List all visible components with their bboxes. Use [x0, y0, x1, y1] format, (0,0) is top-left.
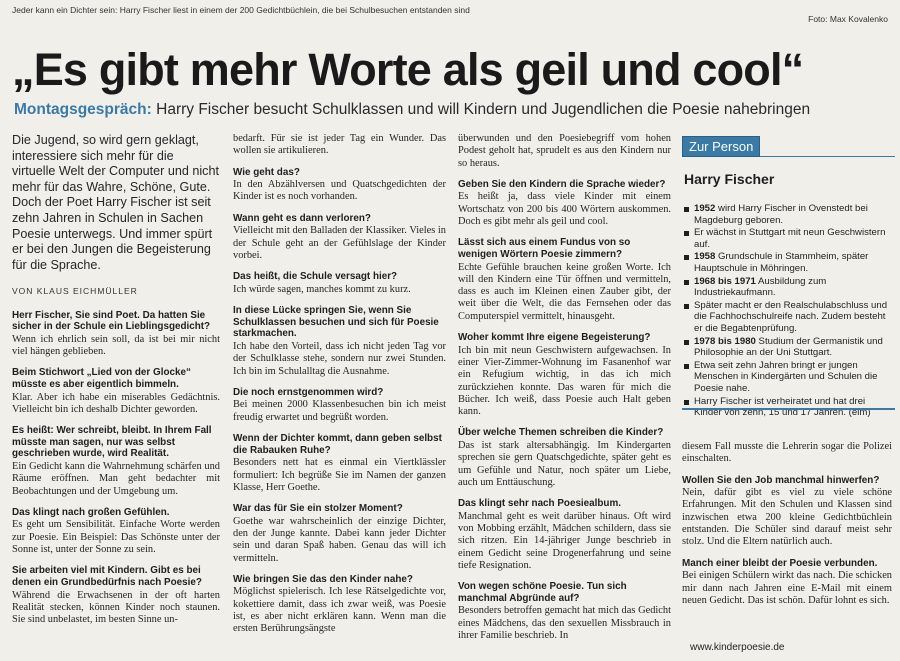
question: Wollen Sie den Job manchmal hinwerfen? [682, 474, 880, 486]
bullet-icon [684, 400, 689, 405]
question: Herr Fischer, Sie sind Poet. Da hatten Sie sicher in der Schule ein Lieblingsgedicht? [12, 309, 211, 333]
website-link[interactable]: www.kinderpoesie.de [690, 642, 785, 653]
qa-list [682, 475, 892, 608]
timeline-item [682, 203, 895, 226]
answer: Ich bin mit neun Geschwistern aufgewachsen. In einer Vier-Zimmer-Wohnung im Fasanenhof war ein Refugium wichtig, in das ich mich zurückziehen konnte. Das waren für mich die Bücher. Ich weiß, dass Poesie auch Halt geben kann. [458, 344, 671, 418]
answer: Ein Gedicht kann die Wahrnehmung schärfen und Räume eröffnen. Man geht bedachter mit Beobachtungen und der Umgebung um. [12, 460, 220, 497]
subheadline: Harry Fischer besucht Schulklassen und will Kindern und Jugendlichen die Poesie nahebringen [156, 101, 811, 118]
question: Das klingt nach großen Gefühlen. [12, 506, 170, 518]
answer: Bei meinen 2000 Klassenbesuchen bin ich meist freudig erwartet und begrüßt worden. [233, 399, 446, 423]
bullet-icon [684, 364, 689, 369]
column-4 [682, 441, 892, 607]
question: Lässt sich aus einem Fundus von so wenigen Wörtern Poesie zimmern? [458, 237, 631, 260]
timeline-year: 1958 [694, 251, 716, 263]
question: Manch einer bleibt der Poesie verbunden. [682, 557, 878, 569]
bullet-icon [684, 207, 689, 212]
answer: In den Abzählversen und Quatschgedichten der Kinder ist es noch vorhanden. [233, 179, 446, 203]
answer: Echte Gefühle brauchen keine großen Worte. Ich will den Kindern eine Tür öffnen und vermitteln, dass es auch im Kleinen einen Zauber gibt, der weit über die Welt, die das Fernsehen oder das Computerspiel vermittelt, hinausgeht. [458, 261, 671, 322]
column-2 [233, 133, 446, 636]
answer: Bei einigen Schülern wirkt das nach. Die schicken mir dann nach Jahren eine E-Mail mit einem neuen Gedicht. Das ist schön. Dafür lohnt es sich. [682, 570, 892, 606]
person-timeline [682, 203, 895, 419]
timeline-item [682, 300, 895, 335]
question: Wie geht das? [233, 166, 300, 178]
timeline-text: Später macht er den Realschulabschluss und die Fachhochschulreife nach. Zudem besteht er die Begabtenprüfung. [694, 299, 888, 334]
answer: Vielleicht mit den Balladen der Klassiker. Vieles in der Schule geht an der Gefühlslage der Kinder vorbei. [233, 225, 446, 261]
answer: Möglichst spielerisch. Ich lese Rätselgedichte vor, kokettiere damit, dass ich zwar weiß, was Poesie ist, es aber nicht erklären kann. Wenn man die ersten Berührungsängste [233, 586, 446, 635]
timeline-text: Grundschule in Stammheim, später Hauptschule in Möhringen. [694, 251, 869, 274]
photo-caption: Jeder kann ein Dichter sein: Harry Fischer liest in einem der 200 Gedichtbüchlein, die bei Schulbesuchen entstanden sind [12, 5, 470, 15]
kicker: Montagsgespräch: [14, 101, 152, 118]
column-3-lead: überwunden und den Poesiebegriff vom hohen Podest geholt hat, sprudelt es aus den Kindern nur so heraus. [458, 133, 671, 169]
qa-list [233, 167, 446, 636]
answer: Klar. Aber ich habe ein miserables Gedächtnis. Vielleicht bin ich deshalb Dichter geworden. [12, 391, 220, 415]
headline: „Es gibt mehr Worte als geil und cool“ [12, 44, 804, 95]
photo-credit: Foto: Max Kovalenko [808, 14, 888, 24]
answer: Während die Erwachsenen in der oft harten Realität stecken, können Kinder noch staunen. Sie sind unbelastet, im besten Sinne un- [12, 589, 220, 626]
qa-list [12, 310, 220, 627]
timeline-year: 1978 bis 1980 [694, 335, 756, 347]
timeline-year: 1968 bis 1971 [694, 275, 756, 287]
person-box [682, 136, 895, 419]
timeline-text: Harry Fischer ist verheiratet und hat drei Kinder von zehn, 15 und 17 Jahren. (eim) [694, 395, 871, 419]
qa-list [458, 179, 671, 642]
timeline-item [682, 251, 895, 274]
answer: Nein, dafür gibt es viel zu viele schöne Erfahrungen. Mit den Schulen und Klassen sind inzwischen etwa 200 kleine Gedichtbüchlein entstanden. Die Schüler sind darauf meist sehr stolz. Und die Eltern natürlich auch. [682, 487, 892, 548]
timeline-text: wird Harry Fischer in Ovenstedt bei Magdeburg geboren. [694, 203, 868, 226]
bullet-icon [684, 255, 689, 260]
intro: Die Jugend, so wird gern geklagt, interessiere sich mehr für die virtuelle Welt der Computer und nicht mehr für das Wahre, Schöne, Gute. Doch der Poet Harry Fischer ist seit zehn Jahren in Schulen in Sachen Poesie unterwegs. Und immer spürt er bei den Jungen die Begeisterung für die Sprache. [12, 133, 219, 272]
timeline-text: Studium der Germanistik und Philosophie an der Uni Stuttgart. [694, 335, 883, 359]
bullet-icon [684, 340, 689, 345]
answer: Ich würde sagen, manches kommt zu kurz. [233, 283, 411, 295]
column-1 [12, 133, 220, 626]
answer: Es geht um Sensibilität. Einfache Worte werden zur Poesie. Ein Beispiel: Das Schönste unter der Sonne ist, unter der Sonne zu sein. [12, 519, 220, 556]
column-2-lead: bedarft. Für sie ist jeder Tag ein Wunder. Das wollen sie artikulieren. [233, 133, 446, 157]
question: Geben Sie den Kindern die Sprache wieder? [458, 178, 666, 190]
question: Woher kommt Ihre eigene Begeisterung? [458, 332, 651, 344]
timeline-text: Ausbildung zum Industriekaufmann. [694, 275, 827, 299]
answer: Wenn ich ehrlich sein soll, da ist bei mir nicht viel hängen geblieben. [12, 333, 220, 358]
question: Das heißt, die Schule versagt hier? [233, 271, 398, 283]
question: In diese Lücke springen Sie, wenn Sie Schulklassen besuchen und sich für Poesie starkmachen. [233, 305, 439, 340]
question: Von wegen schöne Poesie. Tun sich manchmal Abgründe auf? [458, 581, 627, 604]
column-3 [458, 133, 671, 642]
byline: VON KLAUS EICHMÜLLER [12, 286, 138, 297]
bullet-icon [684, 231, 689, 236]
timeline-item [682, 336, 895, 359]
answer: Es heißt ja, dass viele Kinder mit einem Wortschatz von 200 bis 400 Wörtern auskommen. Doch es gibt mehr als geil und cool. [458, 191, 671, 228]
question: Sie arbeiten viel mit Kindern. Gibt es bei denen ein Grundbedürfnis nach Poesie? [12, 565, 202, 588]
column-4-lead: diesem Fall musste die Lehrerin sogar die Polizei einschalten. [682, 441, 892, 465]
question: Über welche Themen schreiben die Kinder? [458, 427, 664, 439]
question: Die noch ernstgenommen wird? [233, 386, 384, 398]
answer: Goethe war wahrscheinlich der einzige Dichter, den der Junge kannte. Dabei kann jeder Dichter sein und daran Spaß haben. Genau das will ich vermitteln. [233, 515, 446, 564]
question: Wie bringen Sie das den Kinder nahe? [233, 573, 413, 585]
answer: Besonders betroffen gemacht hat mich das Gedicht eines Mädchens, das den sexuellen Missbrauch in ihrer Familie beschrieb. In [458, 605, 671, 642]
timeline-text: Etwa seit zehn Jahren bringt er jungen Menschen in Kindergärten und Schulen die Poesie nahe. [694, 359, 878, 394]
answer: Das ist stark altersabhängig. Im Kindergarten sprechen sie gern Quatschgedichte, später geht es um Gefühle und Natur, noch später um Liebe, auch um Enttäuschung. [458, 440, 671, 488]
person-box-bottom-rule [682, 408, 895, 410]
bullet-icon [684, 304, 689, 309]
person-box-label: Zur Person [682, 136, 760, 157]
bullet-icon [684, 280, 689, 285]
answer: Ich habe den Vorteil, dass ich nicht jeden Tag vor der Schulklasse stehe, sondern nur zwei Stunden. Ich bin im Schulalltag die Ausnahme. [233, 340, 446, 377]
question: Beim Stichwort „Lied von der Glocke“ müsste es aber eigentlich bimmeln. [12, 367, 191, 391]
answer: Manchmal geht es weit darüber hinaus. Oft wird von Mobbing erzählt, Mädchen schildern, dass sie sich ritzen. Ein 14-jähriger Junge beschrieb in einem Gedicht seine Drogenerfahrung und seine tiefe Resignation. [458, 510, 671, 571]
question: Wenn der Dichter kommt, dann geben selbst die Rabauken Ruhe? [233, 433, 442, 456]
answer: Besonders nett hat es einmal ein Viertklässler formuliert: Ich begrüße Sie im Namen der ganzen Klasse, Herr Goethe. [233, 457, 446, 493]
subheadline-line [14, 100, 894, 120]
question: Das klingt sehr nach Poesiealbum. [458, 498, 621, 510]
timeline-text: Er wächst in Stuttgart mit neun Geschwistern auf. [694, 227, 886, 250]
timeline-item [682, 227, 895, 250]
question: War das für Sie ein stolzer Moment? [233, 503, 403, 515]
timeline-item [682, 360, 895, 395]
question: Es heißt: Wer schreibt, bleibt. In Ihrem Fall müsste man sagen, nur was selbst geschrieben wurde, wird Realität. [12, 425, 212, 460]
question: Wann geht es dann verloren? [233, 212, 371, 224]
timeline-item [682, 276, 895, 299]
person-name: Harry Fischer [684, 171, 775, 187]
timeline-year: 1952 [694, 203, 716, 214]
